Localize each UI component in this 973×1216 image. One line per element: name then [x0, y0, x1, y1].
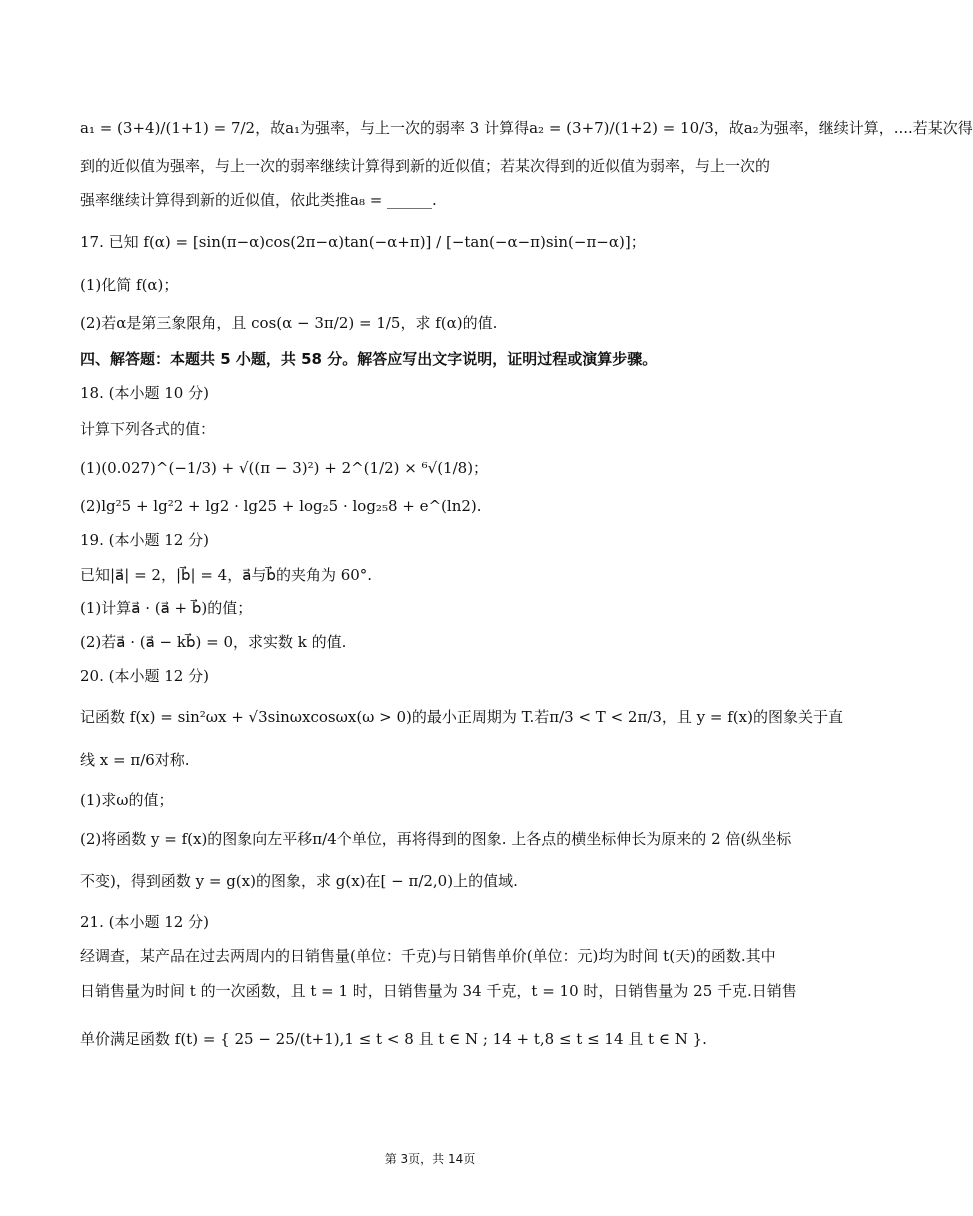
section-header: 四、解答题：本题共 5 小题，共 58 分。解答应写出文字说明，证明过程或演算步骤。 [80, 350, 658, 368]
continuation-line-3: 强率继续计算得到新的近似值，依此类推a₈ = ______. [80, 191, 437, 209]
q21-stem-line3: 单价满足函数 f(t) = { 25 − 25/(t+1),1 ≤ t < 8 且 t ∈ N ; 14 + t,8 ≤ t ≤ 14 且 t ∈ N }. [80, 1030, 707, 1048]
q18-stem: 计算下列各式的值： [80, 420, 216, 438]
q19-part2: (2)若a⃗ · (a⃗ − kb⃗) = 0，求实数 k 的值. [80, 633, 347, 651]
q18-part1: (1)(0.027)^(−1/3) + √((π − 3)²) + 2^(1/2) × ⁶√(1/8)； [80, 459, 489, 477]
continuation-line-2: 到的近似值为强率，与上一次的弱率继续计算得到新的近似值；若某次得到的近似值为弱率，与上一次的 [80, 157, 771, 175]
q20-stem-line2: 线 x = π/6对称. [80, 751, 190, 769]
q20-part1: (1)求ω的值； [80, 791, 174, 809]
q19-part1: (1)计算a⃗ · (a⃗ + b⃗)的值； [80, 599, 253, 617]
q20-part2-line2: 不变)，得到函数 y = g(x)的图象，求 g(x)在[ − π/2,0)上的值域. [80, 872, 518, 890]
q19-stem: 已知|a⃗| = 2，|b⃗| = 4，a⃗与b⃗的夹角为 60°. [80, 566, 373, 584]
q18-title: 18. (本小题 10 分) [80, 384, 209, 402]
q17-stem: 17. 已知 f(α) = [sin(π−α)cos(2π−α)tan(−α+π)] / [−tan(−α−π)sin(−π−α)]； [80, 233, 646, 251]
q21-title: 21. (本小题 12 分) [80, 913, 209, 931]
page-footer: 第 3页，共 14页 [384, 1152, 476, 1166]
q19-title: 19. (本小题 12 分) [80, 531, 209, 549]
q21-stem-line2: 日销售量为时间 t 的一次函数，且 t = 1 时，日销售量为 34 千克，t = 10 时，日销售量为 25 千克.日销售 [80, 982, 797, 1000]
q17-part2: (2)若α是第三象限角，且 cos(α − 3π/2) = 1/5，求 f(α)的值. [80, 314, 498, 332]
q17-part1: (1)化简 f(α)； [80, 276, 179, 294]
q21-stem-line1: 经调查，某产品在过去两周内的日销售量(单位：千克)与日销售单价(单位：元)均为时间 t(天)的函数.其中 [80, 947, 776, 965]
continuation-line-1: a₁ = (3+4)/(1+1) = 7/2，故a₁为强率，与上一次的弱率 3 计算得a₂ = (3+7)/(1+2) = 10/3，故a₂为强率，继续计算，....若某次得 [80, 119, 973, 137]
q20-title: 20. (本小题 12 分) [80, 667, 209, 685]
q20-stem-line1: 记函数 f(x) = sin²ωx + √3sinωxcosωx(ω > 0)的最小正周期为 T.若π/3 < T < 2π/3，且 y = f(x)的图象关于直 [80, 708, 843, 726]
q20-part2-line1: (2)将函数 y = f(x)的图象向左平移π/4个单位，再将得到的图象. 上各点的横坐标伸长为原来的 2 倍(纵坐标 [80, 830, 792, 848]
q18-part2: (2)lg²5 + lg²2 + lg2 · lg25 + log₂5 · log₂₅8 + e^(ln2). [80, 497, 482, 515]
